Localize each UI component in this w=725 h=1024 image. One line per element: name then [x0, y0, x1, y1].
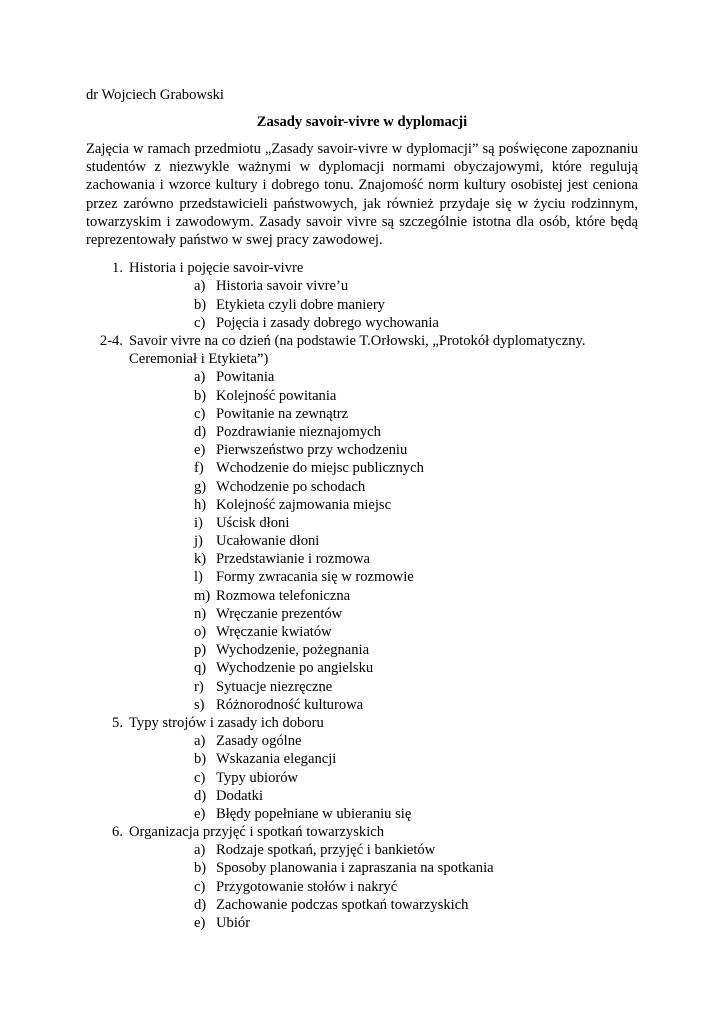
author-name: dr Wojciech Grabowski	[86, 87, 224, 103]
item-text: Pojęcia i zasady dobrego wychowania	[216, 314, 439, 331]
outline-section	[86, 714, 638, 823]
item-letter: n)	[194, 605, 207, 622]
item-letter: c)	[194, 878, 206, 895]
outline-section	[86, 823, 638, 932]
list-item	[129, 405, 638, 423]
item-letter: m)	[194, 587, 211, 604]
subsection-list	[129, 841, 638, 932]
list-item	[129, 678, 638, 696]
item-text: Wręczanie kwiatów	[216, 624, 332, 641]
section-title: Typy strojów i zasady ich doboru	[129, 714, 324, 731]
item-text: Dodatki	[216, 787, 264, 804]
item-text: Błędy popełniane w ubieraniu się	[216, 805, 412, 822]
item-text: Ubiór	[216, 915, 251, 932]
list-item	[129, 769, 638, 787]
item-text: Kolejność powitania	[216, 387, 337, 404]
list-item	[129, 659, 638, 677]
item-letter: a)	[194, 733, 206, 750]
list-item	[129, 641, 638, 659]
section-title: Historia i pojęcie savoir-vivre	[129, 260, 304, 277]
item-letter: h)	[194, 496, 207, 513]
item-text: Pozdrawianie nieznajomych	[216, 423, 381, 440]
intro-paragraph: Zajęcia w ramach przedmiotu „Zasady savoir-vivre w dyplomacji” są poświęcone zapoznaniu studentów z niezwykle ważnymi w dyplomacji normami obyczajowymi, które regulują zachowania i wzorce kultury i dobrego tonu. Znajomość norm kultury osobistej jest ceniona przez zarówno przedstawicieli państwowych, jak również przydaje się w życiu rodzinnym, towarzyskim i zawodowym. Zasady savoir vivre są szczególnie istotna dla osób, które będą reprezentowały państwo w swej pracy zawodowej.	[86, 141, 638, 249]
item-text: Wręczanie prezentów	[216, 605, 343, 622]
list-item	[129, 550, 638, 568]
item-text: Wchodzenie do miejsc publicznych	[216, 460, 424, 477]
item-letter: d)	[194, 787, 207, 804]
item-text: Pierwszeństwo przy wchodzeniu	[216, 442, 408, 459]
list-item	[129, 277, 638, 295]
item-text: Powitanie na zewnątrz	[216, 405, 349, 422]
item-letter: c)	[194, 769, 206, 786]
item-letter: a)	[194, 369, 206, 386]
item-text: Rozmowa telefoniczna	[216, 587, 351, 604]
item-letter: e)	[194, 915, 206, 932]
list-item	[129, 696, 638, 714]
list-item	[129, 314, 638, 332]
item-text: Wychodzenie po angielsku	[216, 660, 374, 677]
item-text: Sytuacje niezręczne	[216, 678, 333, 695]
item-text: Wskazania elegancji	[216, 751, 337, 768]
item-text: Historia savoir vivre’u	[216, 278, 349, 295]
section-number: 1.	[112, 260, 123, 277]
item-letter: o)	[194, 624, 207, 641]
subsection-list	[129, 368, 638, 714]
list-item	[129, 841, 638, 859]
item-letter: d)	[194, 896, 207, 913]
item-letter: b)	[194, 860, 207, 877]
course-outline	[86, 259, 638, 932]
section-title: Savoir vivre na co dzień (na podstawie T.Orłowski, „Protokół dyplomatyczny. Ceremoniał i Etykieta”)	[129, 332, 586, 368]
document-page	[86, 86, 638, 932]
list-item	[129, 296, 638, 314]
item-letter: a)	[194, 842, 206, 859]
item-letter: e)	[194, 805, 206, 822]
list-item	[129, 878, 638, 896]
list-item	[129, 787, 638, 805]
item-letter: j)	[194, 533, 203, 550]
item-text: Etykieta czyli dobre maniery	[216, 296, 385, 313]
section-title: Organizacja przyjęć i spotkań towarzyskich	[129, 824, 385, 841]
section-number: 5.	[112, 714, 123, 731]
item-letter: e)	[194, 442, 206, 459]
list-item	[129, 896, 638, 914]
item-letter: f)	[194, 460, 204, 477]
item-letter: c)	[194, 405, 206, 422]
list-item	[129, 496, 638, 514]
item-letter: d)	[194, 423, 207, 440]
list-item	[129, 532, 638, 550]
list-item	[129, 623, 638, 641]
list-item	[129, 750, 638, 768]
item-text: Wchodzenie po schodach	[216, 478, 366, 495]
item-letter: p)	[194, 642, 207, 659]
item-letter: r)	[194, 678, 204, 695]
list-item	[129, 805, 638, 823]
list-item	[129, 914, 638, 932]
list-item	[129, 587, 638, 605]
item-letter: c)	[194, 314, 206, 331]
item-letter: a)	[194, 278, 206, 295]
item-text: Kolejność zajmowania miejsc	[216, 496, 392, 513]
item-letter: l)	[194, 569, 203, 586]
item-text: Różnorodność kulturowa	[216, 696, 364, 713]
item-letter: s)	[194, 696, 205, 713]
subsection-list	[129, 732, 638, 823]
list-item	[129, 387, 638, 405]
list-item	[129, 478, 638, 496]
list-item	[129, 859, 638, 877]
item-text: Powitania	[216, 369, 275, 386]
item-letter: q)	[194, 660, 207, 677]
item-text: Sposoby planowania i zapraszania na spotkania	[216, 860, 494, 877]
item-text: Wychodzenie, pożegnania	[216, 642, 370, 659]
list-item	[129, 423, 638, 441]
list-item	[129, 441, 638, 459]
list-item	[129, 459, 638, 477]
item-text: Uścisk dłoni	[216, 514, 290, 531]
item-letter: k)	[194, 551, 207, 568]
item-letter: b)	[194, 387, 207, 404]
subsection-list	[129, 277, 638, 332]
section-number: 6.	[112, 824, 123, 841]
document-title: Zasady savoir-vivre w dyplomacji	[256, 114, 468, 130]
item-text: Przygotowanie stołów i nakryć	[216, 878, 398, 895]
list-item	[129, 605, 638, 623]
item-text: Rodzaje spotkań, przyjęć i bankietów	[216, 842, 436, 859]
item-text: Ucałowanie dłoni	[216, 533, 320, 550]
section-number: 2-4.	[99, 332, 123, 349]
item-letter: b)	[194, 296, 207, 313]
item-letter: g)	[194, 478, 207, 495]
list-item	[129, 514, 638, 532]
item-letter: b)	[194, 751, 207, 768]
item-text: Przedstawianie i rozmowa	[216, 551, 370, 568]
outline-section	[86, 332, 638, 714]
item-letter: i)	[194, 514, 203, 531]
outline-section	[86, 259, 638, 332]
item-text: Zachowanie podczas spotkań towarzyskich	[216, 896, 469, 913]
item-text: Typy ubiorów	[216, 769, 299, 786]
item-text: Zasady ogólne	[216, 733, 302, 750]
list-item	[129, 568, 638, 586]
item-text: Formy zwracania się w rozmowie	[216, 569, 414, 586]
list-item	[129, 732, 638, 750]
list-item	[129, 368, 638, 386]
